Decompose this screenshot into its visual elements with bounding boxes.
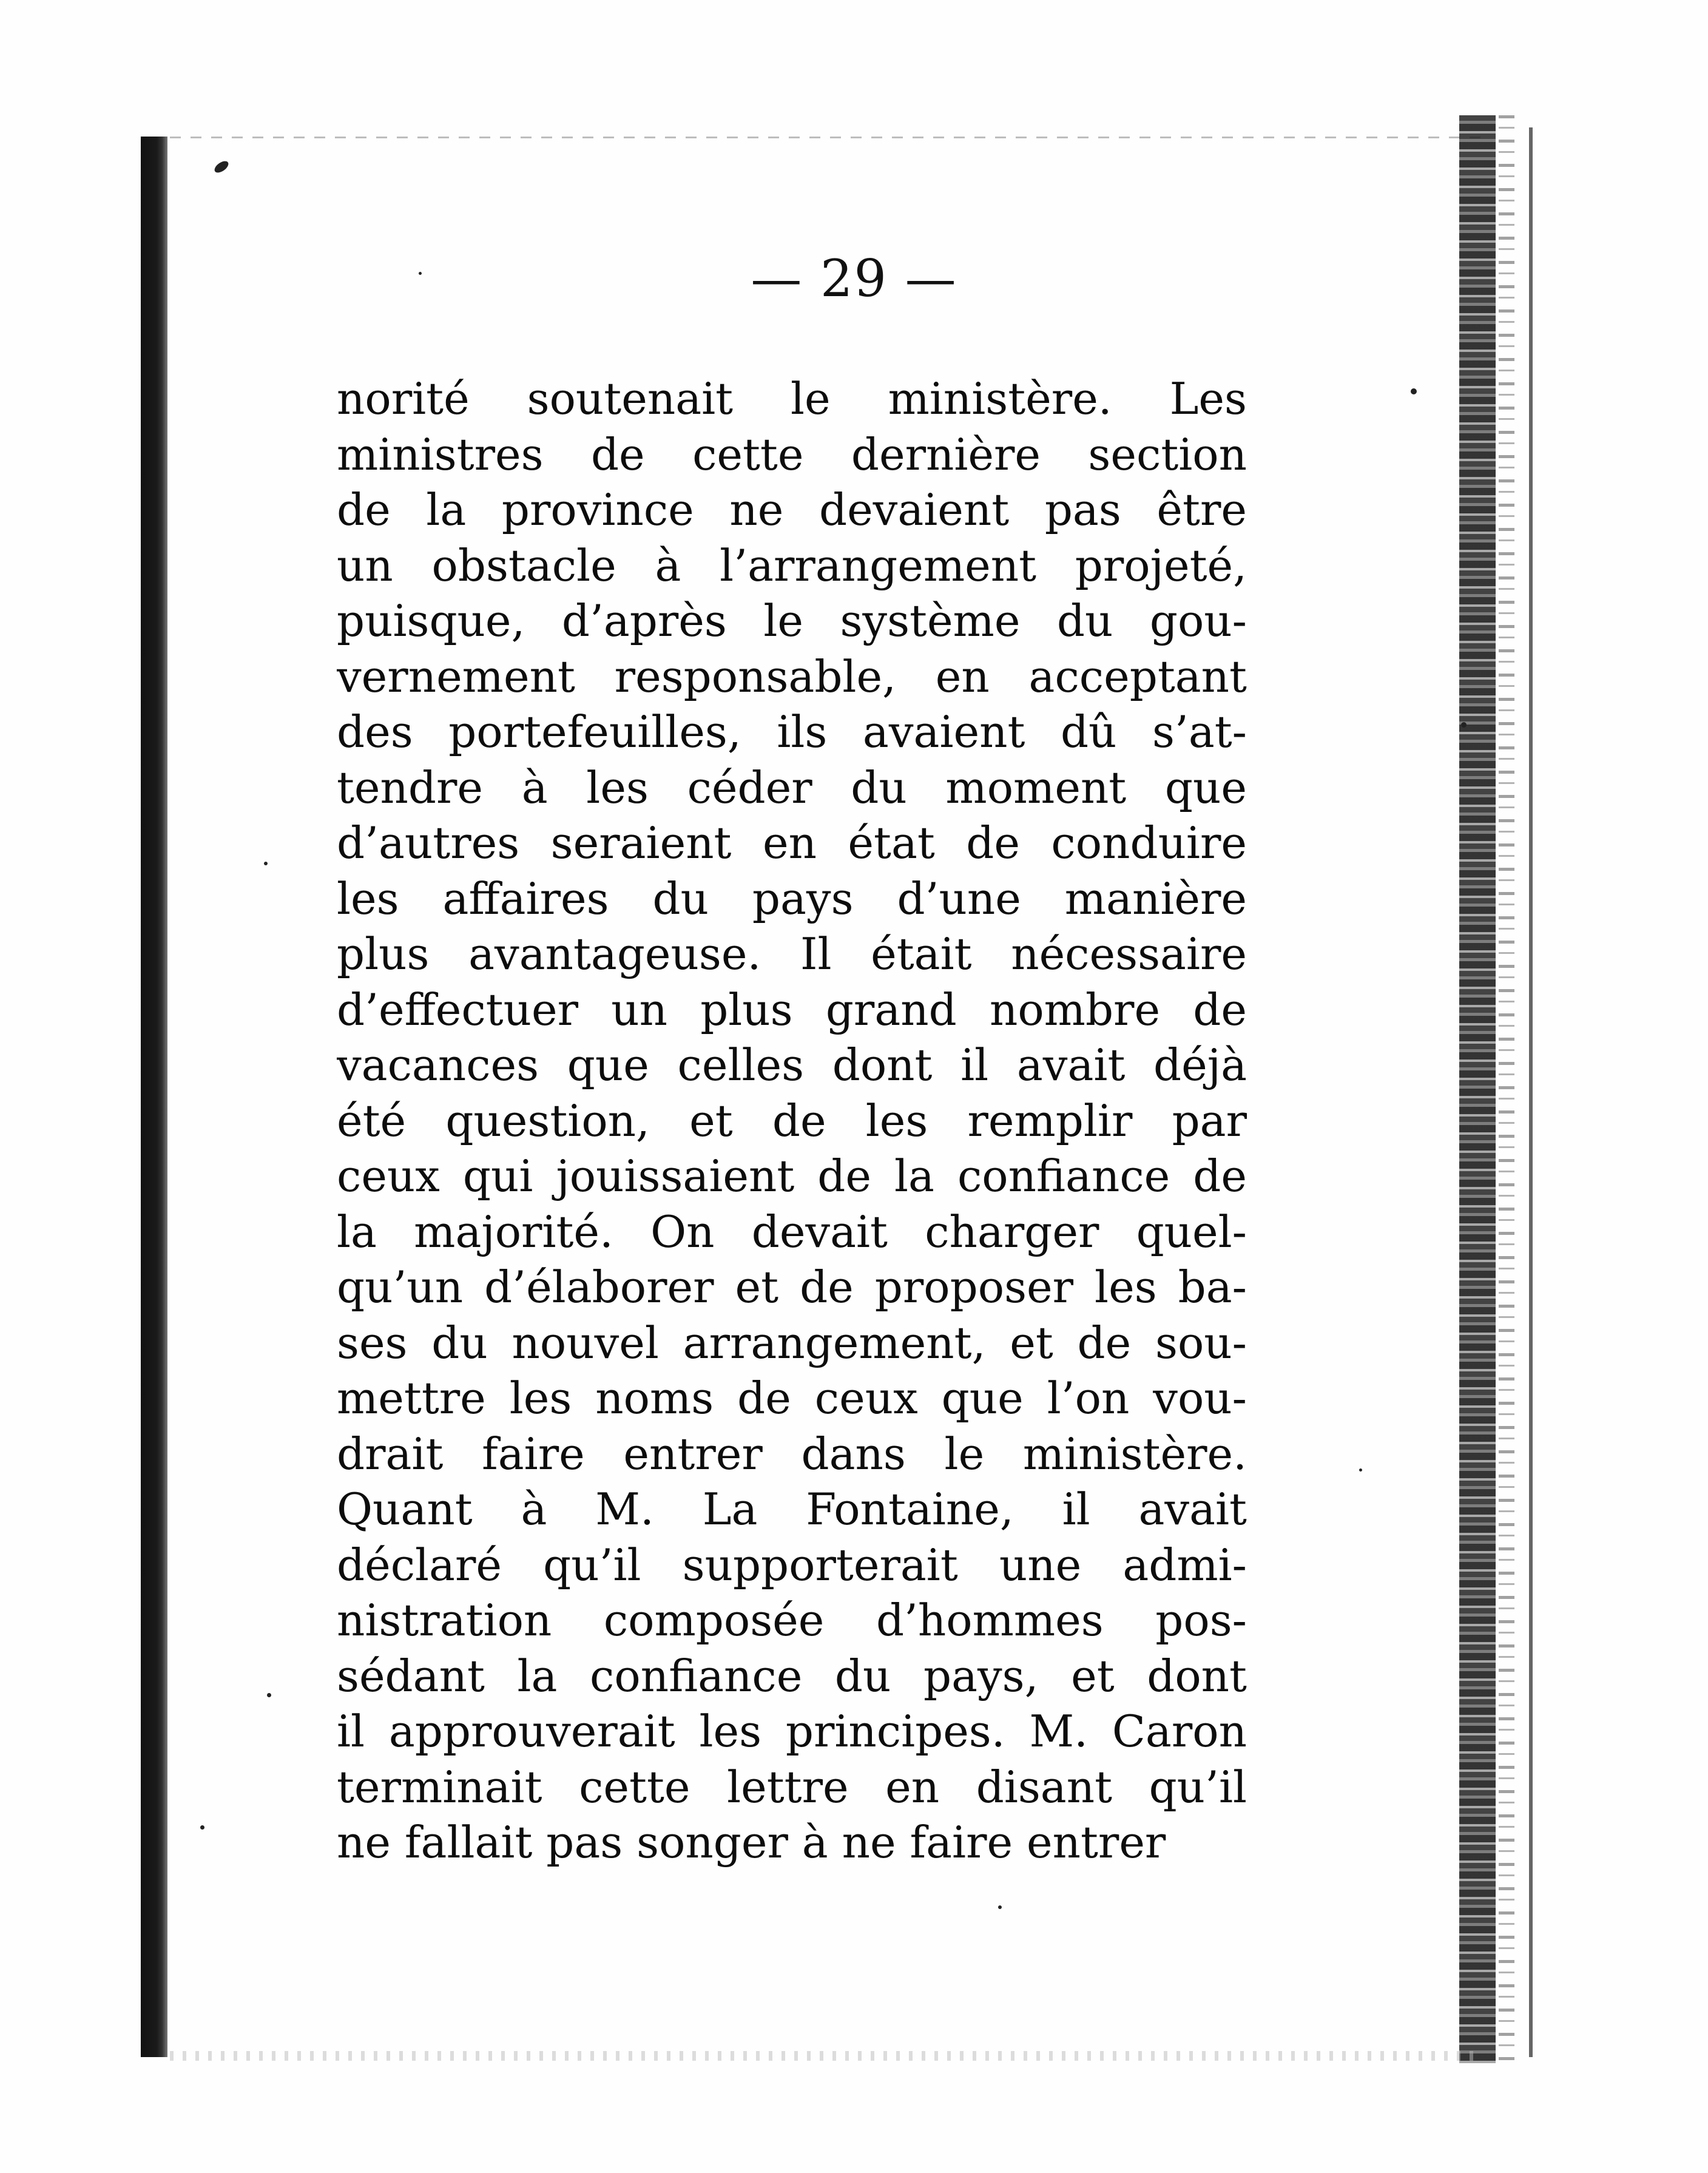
- scan-speck: [264, 862, 268, 865]
- text-line: ne fallait pas songer à ne faire entrer: [337, 1817, 1166, 1868]
- text-line: tendre à les céder du moment que: [337, 762, 1247, 813]
- page-top-edge: [170, 137, 1480, 138]
- scan-speck: [212, 159, 230, 175]
- page-right-edge-shadow: [1459, 115, 1496, 2063]
- text-line: puisque, d’après le système du gou-: [337, 595, 1247, 646]
- page-number: — 29 —: [751, 249, 957, 308]
- scan-speck: [1411, 388, 1417, 394]
- text-line: de la province ne devaient pas être: [337, 484, 1247, 535]
- page-right-edge-texture: [1499, 115, 1514, 2063]
- text-line: plus avantageuse. Il était nécessaire: [337, 928, 1247, 979]
- text-line: ses du nouvel arrangement, et de sou-: [337, 1317, 1247, 1368]
- page-left-edge-shadow: [141, 137, 167, 2057]
- scan-speck: [1359, 1468, 1362, 1472]
- scan-speck: [998, 1905, 1002, 1909]
- text-line: d’effectuer un plus grand nombre de: [337, 984, 1247, 1035]
- text-line: d’autres seraient en état de conduire: [337, 817, 1247, 868]
- scan-speck: [267, 1693, 271, 1697]
- text-line: ministres de cette dernière section: [337, 428, 1247, 480]
- text-line: il approuverait les principes. M. Caron: [337, 1706, 1247, 1757]
- text-line: ceux qui jouissaient de la confiance de: [337, 1151, 1247, 1201]
- body-text: [337, 371, 1247, 1871]
- text-line: norité soutenait le ministère. Les: [337, 373, 1247, 424]
- text-line: les affaires du pays d’une manière: [337, 873, 1247, 924]
- text-line: déclaré qu’il supporterait une admi-: [337, 1539, 1247, 1590]
- text-line: sédant la confiance du pays, et dont: [337, 1650, 1247, 1702]
- text-line: qu’un d’élaborer et de proposer les ba-: [337, 1262, 1247, 1313]
- text-line: la majorité. On devait charger quel-: [337, 1206, 1247, 1257]
- text-line: été question, et de les remplir par: [337, 1095, 1247, 1146]
- text-line: Quant à M. La Fontaine, il avait: [337, 1484, 1247, 1535]
- text-line: vernement responsable, en acceptant: [337, 651, 1247, 702]
- text-line: des portefeuilles, ils avaient dû s’at-: [337, 706, 1247, 757]
- text-line: mettre les noms de ceux que l’on vou-: [337, 1373, 1247, 1424]
- text-line: nistration composée d’hommes pos-: [337, 1595, 1247, 1646]
- text-line: un obstacle à l’arrangement projeté,: [337, 539, 1247, 591]
- scan-speck: [200, 1825, 204, 1830]
- page-bottom-edge: [170, 2051, 1474, 2061]
- page-right-edge-line: [1529, 127, 1533, 2057]
- text-line: vacances que celles dont il avait déjà: [337, 1039, 1247, 1090]
- scan-speck: [1461, 722, 1467, 728]
- text-line: terminait cette lettre en disant qu’il: [337, 1761, 1247, 1813]
- text-line: drait faire entrer dans le ministère.: [337, 1428, 1247, 1479]
